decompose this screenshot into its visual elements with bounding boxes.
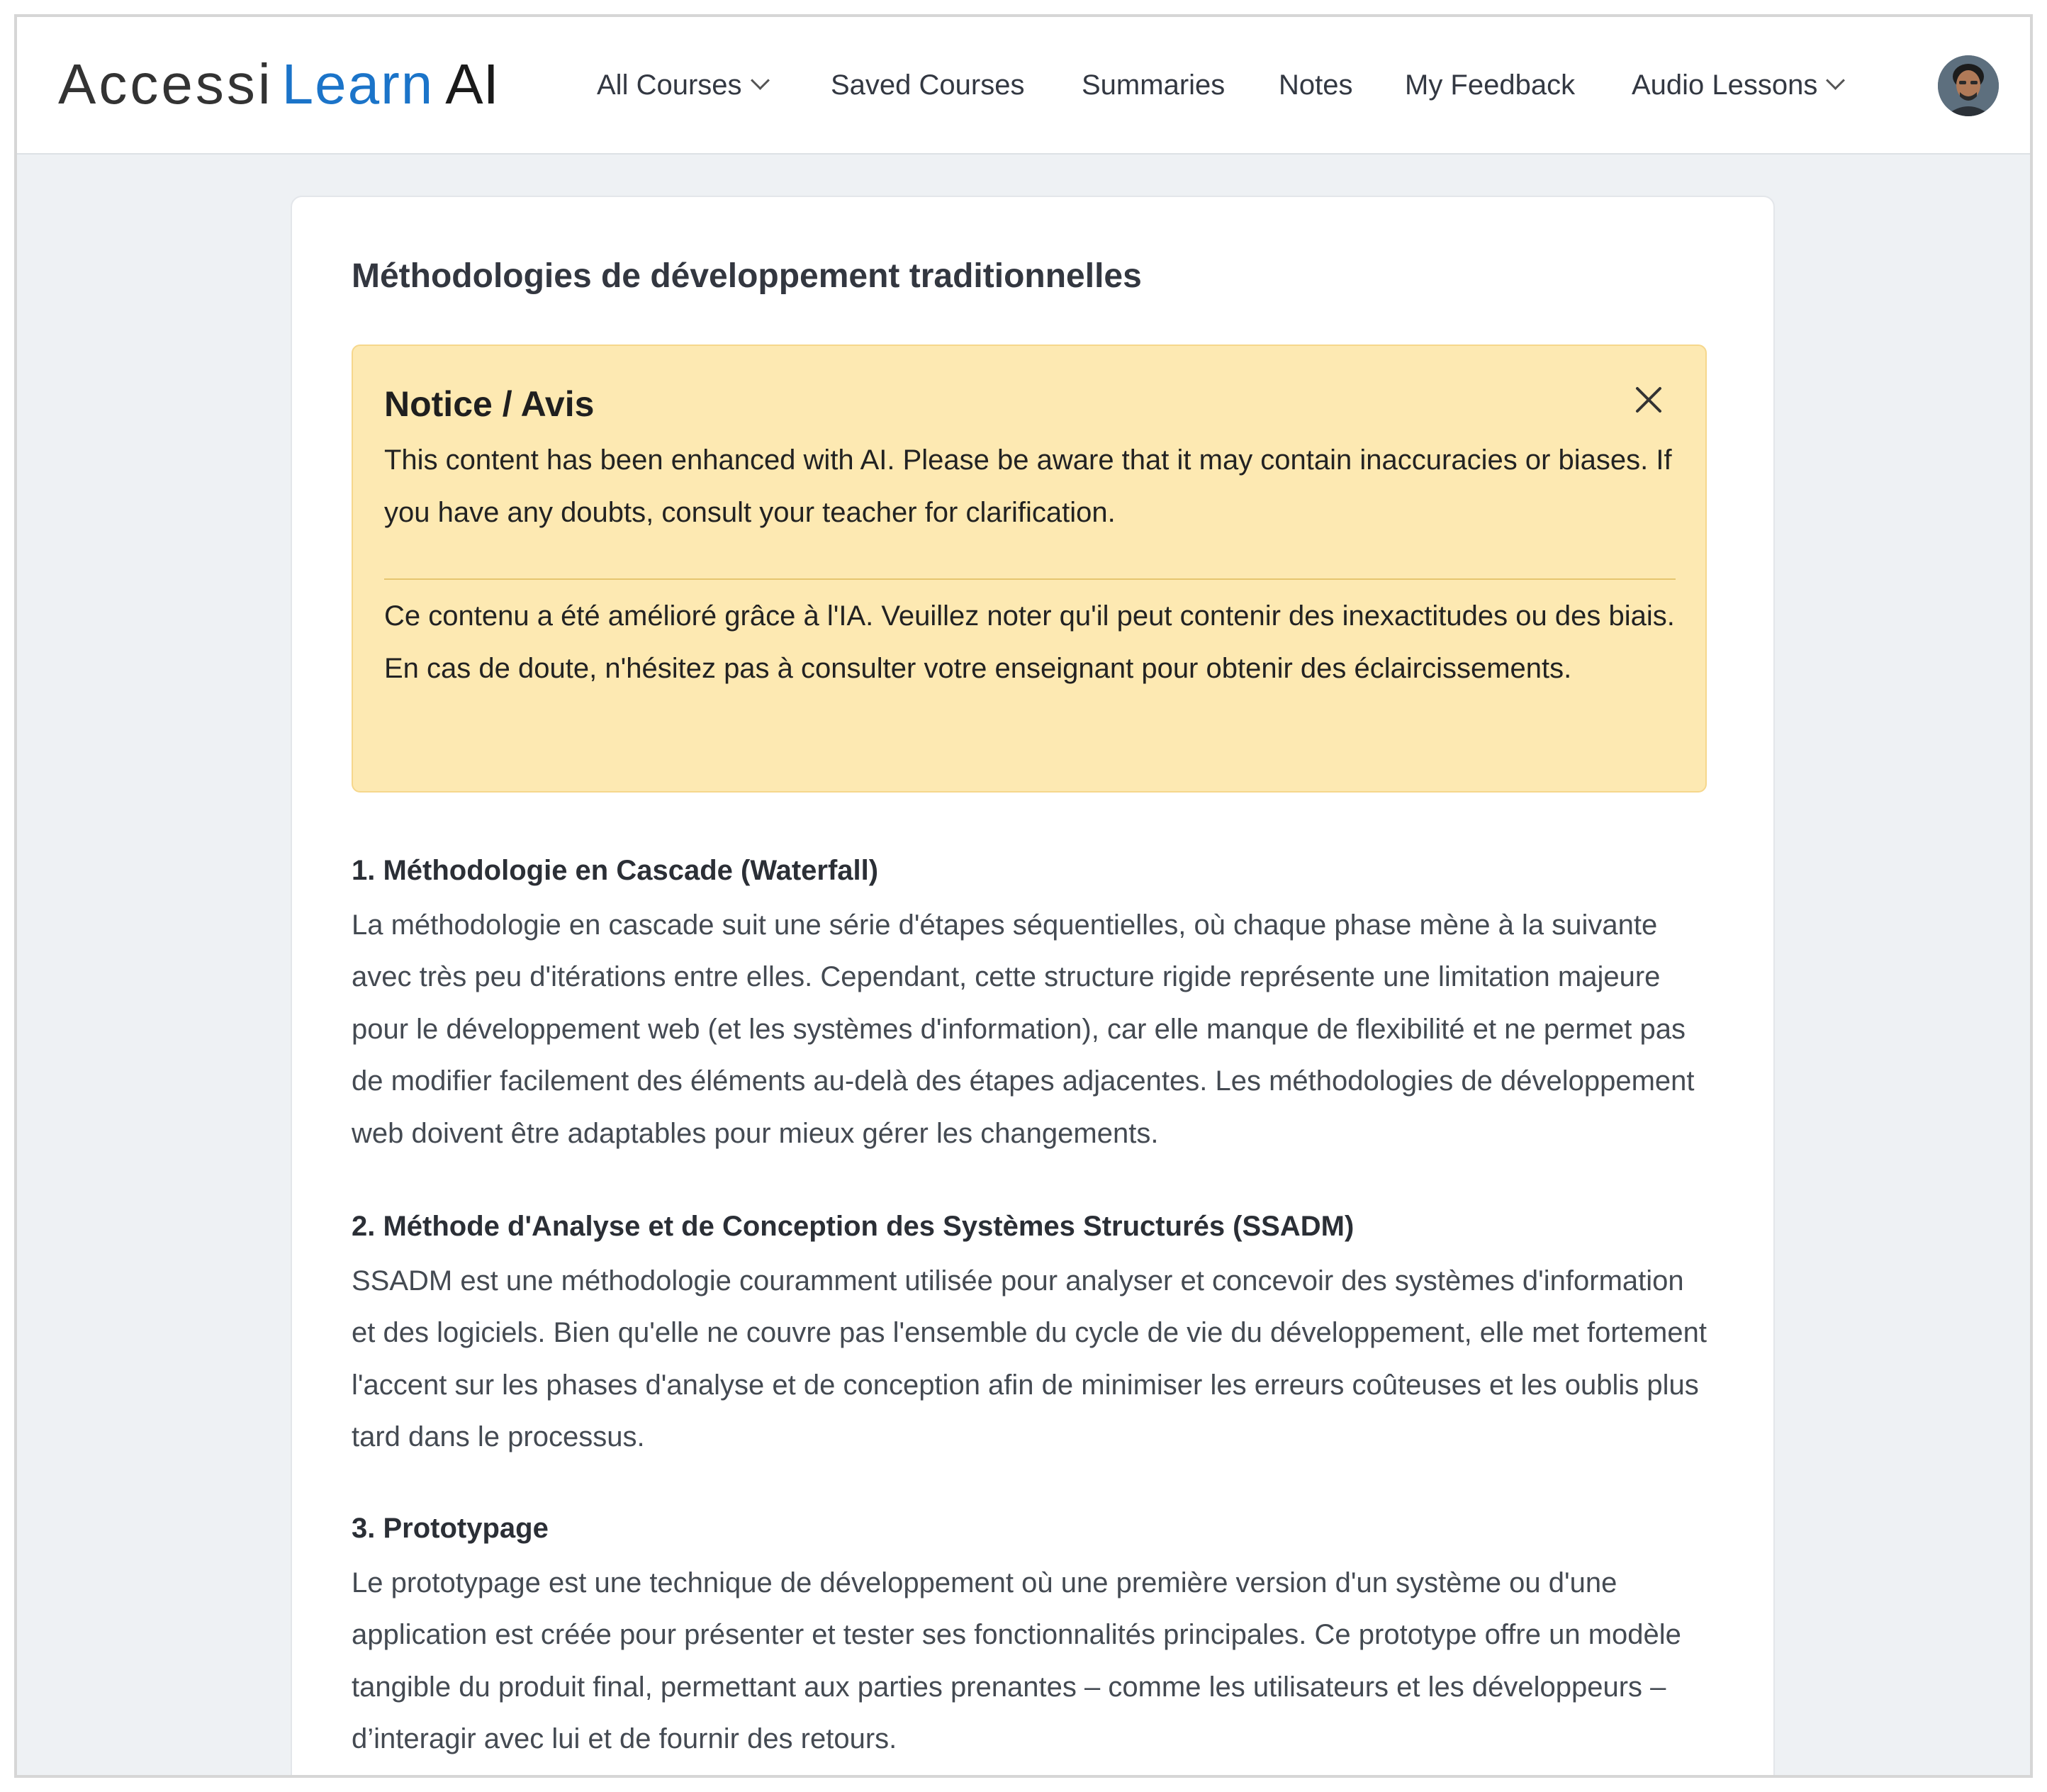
notice-text-english: This content has been enhanced with AI. Please be aware that it may contain inaccuracies or biases. If you have any doubts, consult your teacher for clarification. <box>384 444 1672 528</box>
nav-saved-courses[interactable] <box>831 64 1024 106</box>
ai-notice-alert <box>352 345 1707 793</box>
nav-all-courses[interactable] <box>597 64 767 106</box>
notice-title: Notice / Avis <box>384 384 595 424</box>
nav-audio-lessons[interactable] <box>1632 64 1842 106</box>
section-body: SSADM est une méthodologie couramment utilisée pour analyser et concevoir des systèmes d'information et des logiciels. Bien qu'elle ne couvre pas l'ensemble du cycle de vie du développement, elle met fortement l'accent sur les phases d'analyse et de conception afin de minimiser les erreurs coûteuses et les oublis plus tard dans le processus. <box>352 1265 1707 1453</box>
nav-summaries-label: Summaries <box>1082 69 1226 101</box>
nav-summaries[interactable] <box>1082 64 1225 106</box>
notice-divider <box>384 578 1676 580</box>
page-title: Méthodologies de développement traditionnelles <box>352 257 1142 295</box>
close-button[interactable] <box>1629 380 1669 420</box>
nav-notes-label: Notes <box>1279 69 1353 101</box>
user-avatar[interactable] <box>1938 55 1999 116</box>
app-logo[interactable] <box>58 45 499 123</box>
logo-part-accessi: Accessi <box>58 52 274 116</box>
app-window <box>14 14 2033 1778</box>
nav-saved-courses-label: Saved Courses <box>831 69 1025 101</box>
chevron-down-icon <box>751 71 770 90</box>
logo-part-learn: Learn <box>281 52 434 116</box>
top-navbar <box>17 17 2030 155</box>
section-prototypage <box>352 1506 1712 1766</box>
section-body: Le prototypage est une technique de développement où une première version d'un système ou d'une application est créée pour présenter et tester ses fonctionnalités principales. Ce prototype offre un modèle tangible du produit final, permettant aux parties prenantes – comme les utilisateurs et les développeurs – d’interagir avec lui et de fournir des retours. <box>352 1567 1681 1755</box>
nav-notes[interactable] <box>1279 64 1353 106</box>
section-heading: 1. Méthodologie en Cascade (Waterfall) <box>352 855 879 886</box>
avatar-icon <box>1938 55 1999 116</box>
section-ssadm <box>352 1204 1712 1464</box>
nav-my-feedback[interactable] <box>1405 64 1575 106</box>
nav-my-feedback-label: My Feedback <box>1405 69 1576 101</box>
section-heading: 2. Méthode d'Analyse et de Conception des Systèmes Structurés (SSADM) <box>352 1211 1355 1242</box>
nav-audio-lessons-label: Audio Lessons <box>1632 69 1818 101</box>
section-body: La méthodologie en cascade suit une série d'étapes séquentielles, où chaque phase mène à la suivante avec très peu d'itérations entre elles. Cependant, cette structure rigide représente une limitation majeure pour le développement web (et les systèmes d'information), car elle manque de flexibilité et ne permet pas de modifier facilement des éléments au-delà des étapes adjacentes. Les méthodologies de développement web doivent être adaptables pour mieux gérer les changements. <box>352 909 1695 1149</box>
close-icon <box>1629 380 1669 420</box>
logo-part-ai: AI <box>445 52 499 116</box>
section-waterfall <box>352 848 1712 1160</box>
notice-text-french: Ce contenu a été amélioré grâce à l'IA. Veuillez noter qu'il peut contenir des inexactitudes ou des biais. En cas de doute, n'hésitez pas à consulter votre enseignant pour obtenir des éclaircissements. <box>384 600 1675 684</box>
section-heading: 3. Prototypage <box>352 1513 549 1544</box>
chevron-down-icon <box>1826 71 1845 90</box>
content-card <box>291 196 1775 1778</box>
nav-all-courses-label: All Courses <box>597 69 742 101</box>
